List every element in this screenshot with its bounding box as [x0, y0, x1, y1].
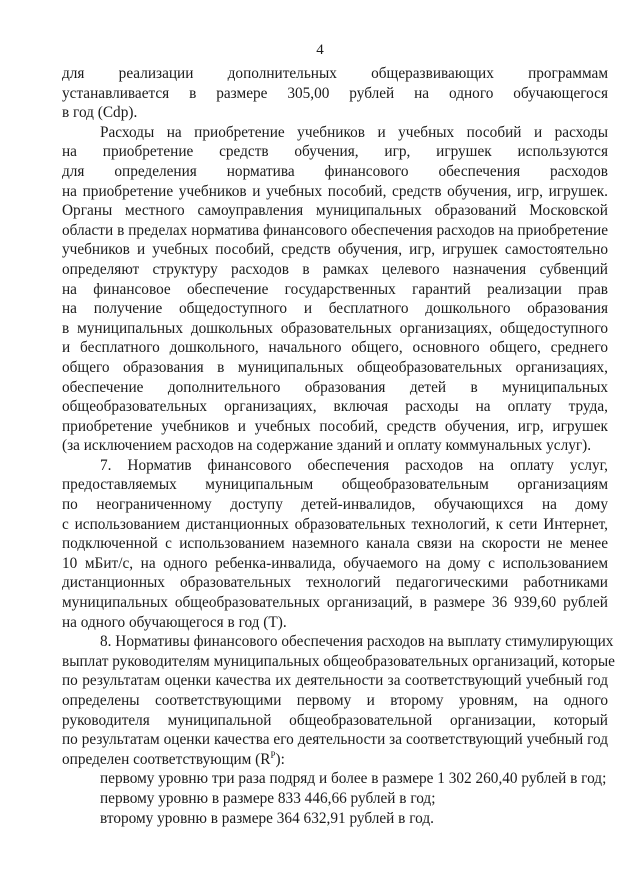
- page-number: 4: [316, 42, 324, 58]
- text-line: по неограниченному доступу детей-инвалидов, обучающихся на дому: [62, 496, 608, 514]
- paragraph-textbooks-expenses: [62, 123, 608, 456]
- text-line: с использованием дистанционных образовательных технологий, к сети Интернет,: [62, 515, 608, 533]
- paragraph-item-8: [62, 632, 615, 769]
- text-line: (за исключением расходов на содержание зданий и оплату коммунальных услуг).: [62, 437, 592, 455]
- document-body: [62, 64, 615, 828]
- text-line: общеобразовательных организациях, включая расходы на оплату труда,: [62, 398, 608, 416]
- text-line: на приобретение средств обучения, игр, игрушек используются: [62, 143, 608, 161]
- text-line: обеспечение дополнительного образования детей в муниципальных: [62, 378, 608, 396]
- text-line: на приобретение учебников и учебных пособий, средств обучения, игр, игрушек.: [62, 182, 608, 200]
- text-line: 8. Нормативы финансового обеспечения расходов на выплату стимулирующих: [100, 633, 614, 651]
- paragraph-cdp-norm: [62, 64, 608, 123]
- text-line: учебников и учебных пособий, средств обучения, игр, игрушек самостоятельно: [62, 241, 608, 259]
- text-line: Расходы на приобретение учебников и учебных пособий и расходы: [100, 123, 608, 141]
- superscript-p: P: [270, 749, 276, 760]
- text-line: области в пределах норматива финансового обеспечения расходов на приобретение: [62, 221, 608, 239]
- norms-list: [62, 769, 608, 828]
- text-line: определены соответствующими первому и второму уровням, на одного: [62, 692, 608, 709]
- text-line: подключенной с использованием наземного канала связи на скорости не менее: [62, 535, 608, 553]
- text-line: на финансовое обеспечение государственных гарантий реализации прав: [62, 280, 608, 298]
- text-line: выплат руководителям муниципальных общеобразовательных организаций, которые: [62, 652, 615, 670]
- text-line: руководителя муниципальной общеобразовательной организации, который: [62, 711, 608, 729]
- text-line: муниципальных общеобразовательных организаций, в размере 36 939,60 рублей: [62, 594, 608, 612]
- text-line: на одного обучающегося в год (Т).: [62, 613, 287, 631]
- text-line: определяют структуру расходов в рамках целевого назначения субвенций: [62, 260, 608, 278]
- text-line: общего образования в муниципальных общеобразовательных организациях,: [62, 358, 608, 376]
- text-line: в муниципальных дошкольных образовательных организациях, общедоступного: [62, 319, 608, 337]
- text-line: на получение общедоступного и бесплатного дошкольного образования: [62, 300, 608, 318]
- list-item: первому уровню три раза подряд и более в размере 1 302 260,40 рублей в год;: [100, 770, 607, 788]
- paragraph-item-7: [62, 456, 608, 632]
- text-line: в год (Cdp).: [62, 104, 138, 122]
- text-line: 10 мБит/с, на одного ребенка-инвалида, обучаемого на дому с использованием: [62, 554, 608, 572]
- text-line: [62, 750, 608, 770]
- text-line: устанавливается в размере 305,00 рублей на одного обучающегося: [62, 84, 608, 102]
- list-item: второму уровню в размере 364 632,91 рублей в год.: [100, 809, 434, 827]
- text-line: для определения норматива финансового обеспечения расходов: [62, 162, 608, 180]
- text-line: 7. Норматив финансового обеспечения расходов на оплату услуг,: [100, 456, 608, 474]
- text-line: для реализации дополнительных общеразвивающих программам: [62, 65, 608, 82]
- text-fragment: ):: [275, 750, 285, 768]
- text-line: предоставляемых муниципальным общеобразовательным организациям: [62, 476, 608, 494]
- text-line: Органы местного самоуправления муниципальных образований Московской: [62, 202, 608, 220]
- text-fragment: определен соответствующим (R: [62, 750, 271, 768]
- text-line: дистанционных образовательных технологий педагогическими работниками: [62, 574, 608, 592]
- text-line: и бесплатного дошкольного, начального общего, основного общего, среднего: [62, 339, 608, 357]
- text-line: по результатам оценки качества их деятельности за соответствующий учебный год: [62, 672, 608, 690]
- list-item: первому уровню в размере 833 446,66 рублей в год;: [100, 789, 436, 807]
- text-line: по результатам оценки качества его деятельности за соответствующий учебный год: [62, 731, 608, 749]
- text-line: приобретение учебников и учебных пособий, средств обучения, игр, игрушек: [62, 417, 608, 435]
